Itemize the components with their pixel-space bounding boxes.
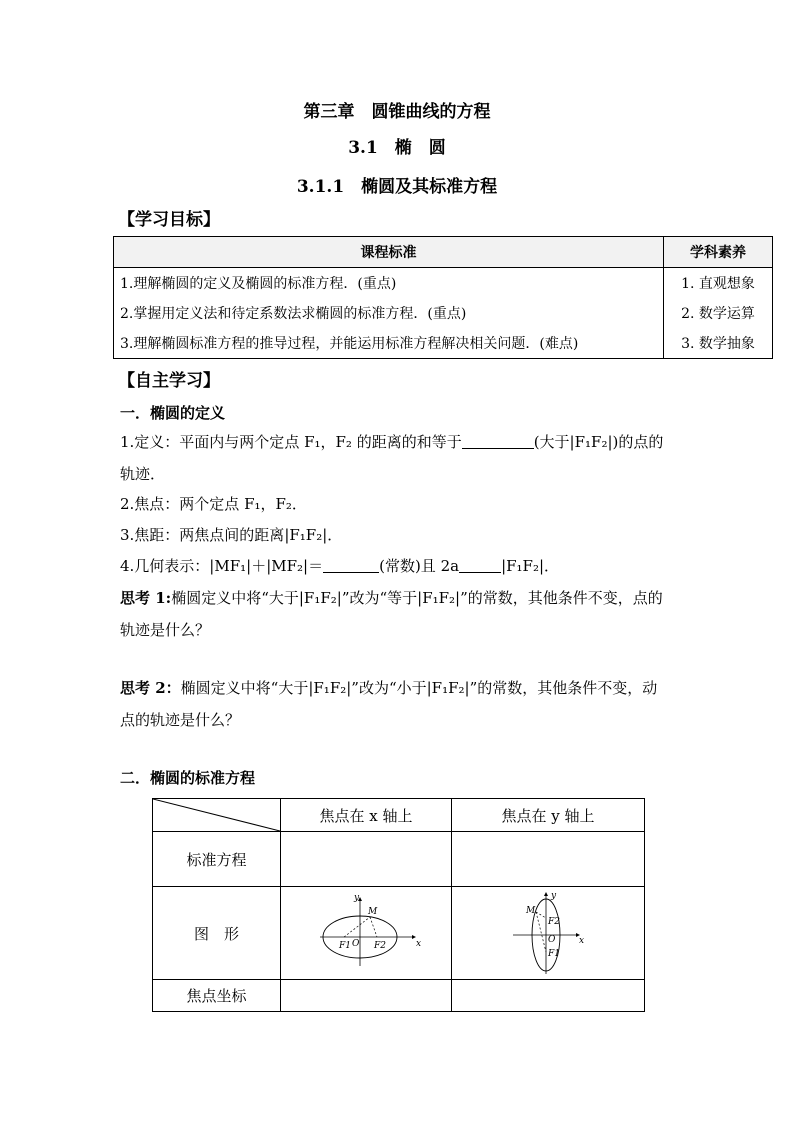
figure-x-cell xyxy=(281,887,452,980)
part2-title: 二．椭圆的标准方程 xyxy=(120,769,256,787)
geometric-blank-2[interactable] xyxy=(459,557,501,573)
think2-text-b: 点的轨迹是什么？ xyxy=(120,711,241,729)
goal-literacy-3: 3. 数学抽象 xyxy=(664,328,773,359)
definition-line xyxy=(120,426,680,490)
chapter-title: 第三章 圆锥曲线的方程 xyxy=(303,102,491,122)
part1-title: 一．椭圆的定义 xyxy=(120,404,226,422)
goals-heading: 【学习目标】 xyxy=(118,210,220,230)
col-focus-y: 焦点在 y 轴上 xyxy=(452,799,645,832)
focus-line: 2.焦点：两个定点 F₁，F₂． xyxy=(120,495,307,513)
row-figure: 图 形 xyxy=(153,887,281,980)
definition-text-b: (大于|F₁F₂|)的点的 xyxy=(533,433,664,451)
geometric-text-c: |F₁F₂|． xyxy=(501,557,560,575)
subsection-title: 3.1.1 椭圆及其标准方程 xyxy=(296,177,498,197)
fig-y-label-y: y xyxy=(551,891,557,901)
diagonal-header-cell xyxy=(153,799,281,832)
geometric-line xyxy=(120,550,680,582)
section-title: 3.1 椭 圆 xyxy=(348,138,446,158)
definition-blank[interactable] xyxy=(462,433,534,449)
fig-x-label-f2: F2 xyxy=(374,941,386,951)
think1-label: 思考 1: xyxy=(120,589,172,607)
goal-standard-2: 2.掌握用定义法和待定系数法求椭圆的标准方程．(重点) xyxy=(114,298,664,328)
col-focus-x: 焦点在 x 轴上 xyxy=(281,799,452,832)
think2-text-a: 椭圆定义中将“大于|F₁F₂|”改为“小于|F₁F₂|”的常数，其他条件不变，动 xyxy=(180,679,658,697)
definition-text-c: 轨迹． xyxy=(120,465,166,483)
fig-y-label-m: M xyxy=(526,906,536,916)
goal-standard-3: 3.理解椭圆标准方程的推导过程，并能运用标准方程解决相关问题．(难点) xyxy=(114,328,664,359)
geometric-text-a: 4.几何表示：|MF₁|＋|MF₂|＝ xyxy=(120,557,324,575)
mf1-line xyxy=(536,912,546,952)
equation-y-cell[interactable] xyxy=(452,832,645,887)
fig-x-label-o: O xyxy=(352,939,360,949)
fig-y-label-o: O xyxy=(548,935,556,945)
foci-x-cell[interactable] xyxy=(281,980,452,1012)
equation-x-cell[interactable] xyxy=(281,832,452,887)
fig-x-label-x: x xyxy=(416,939,422,949)
standard-equation-table xyxy=(152,798,645,1012)
think1-text-a: 椭圆定义中将“大于|F₁F₂|”改为“等于|F₁F₂|”的常数，其他条件不变，点的 xyxy=(171,589,663,607)
ellipse-y-axis-figure xyxy=(453,888,643,978)
definition-text-a: 1.定义：平面内与两个定点 F₁，F₂ 的距离的和等于 xyxy=(120,433,462,451)
goal-literacy-2: 2. 数学运算 xyxy=(664,298,773,328)
row-focus-coordinates: 焦点坐标 xyxy=(153,980,281,1012)
geometric-blank-1[interactable] xyxy=(323,557,379,573)
focal-distance-line: 3.焦距：两焦点间的距离|F₁F₂|． xyxy=(120,526,343,544)
goals-col-literacy: 学科素养 xyxy=(664,237,773,268)
self-study-heading: 【自主学习】 xyxy=(118,371,220,391)
think1 xyxy=(120,582,680,646)
ellipse-x-axis-figure xyxy=(282,888,450,978)
row-standard-equation: 标准方程 xyxy=(153,832,281,887)
fig-x-label-m: M xyxy=(368,907,378,917)
think2 xyxy=(120,672,680,736)
fig-y-label-f2: F2 xyxy=(548,917,560,927)
think2-label: 思考 2： xyxy=(120,679,181,697)
mf2-line xyxy=(370,917,377,937)
diagonal-line xyxy=(153,799,280,831)
mf1-line xyxy=(344,917,370,937)
fig-y-label-x: x xyxy=(579,936,585,946)
goals-col-standard: 课程标准 xyxy=(114,237,664,268)
fig-y-label-f1: F1 xyxy=(548,949,560,959)
think1-text-b: 轨迹是什么？ xyxy=(120,621,211,639)
goal-standard-1: 1.理解椭圆的定义及椭圆的标准方程．(重点) xyxy=(114,268,664,299)
goal-literacy-1: 1. 直观想象 xyxy=(664,268,773,299)
y-axis-arrow xyxy=(544,892,548,896)
goals-table xyxy=(113,236,773,359)
figure-y-cell xyxy=(452,887,645,980)
foci-y-cell[interactable] xyxy=(452,980,645,1012)
geometric-text-b: (常数)且 2a xyxy=(379,557,460,575)
fig-x-label-f1: F1 xyxy=(339,941,351,951)
fig-x-label-y: y xyxy=(354,893,360,903)
